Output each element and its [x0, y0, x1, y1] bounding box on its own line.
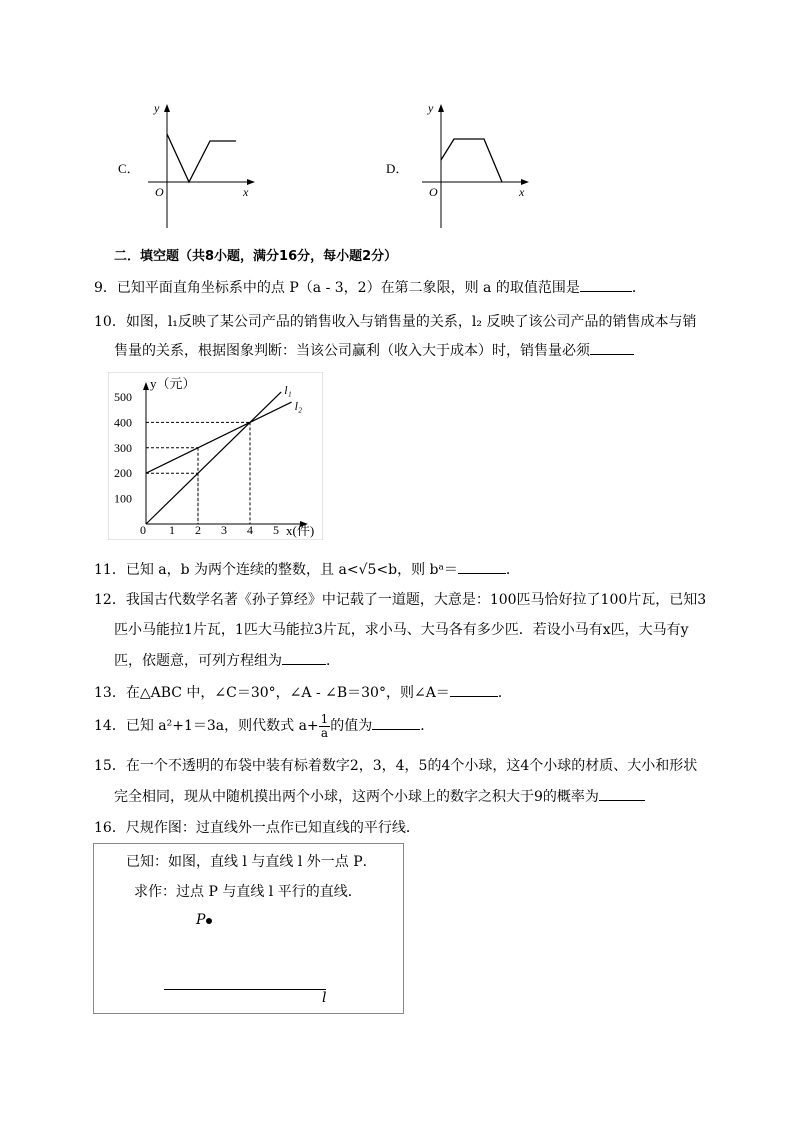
question-10-line2: 售量的关系，根据图象判断：当该公司赢利（收入大于成本）时，销售量必须 — [114, 340, 634, 361]
svg-text:y: y — [428, 101, 434, 115]
option-c-label: C． — [118, 161, 140, 176]
construction-box — [93, 843, 404, 1014]
y-tick-label: 200 — [114, 466, 132, 481]
answer-blank[interactable] — [450, 682, 498, 697]
question-15-line1: 15．在一个不透明的布袋中装有标着数字2，3，4，5的4个小球，这4个小球的材质、大小和形状 — [94, 758, 698, 774]
svg-text:x: x — [519, 185, 525, 199]
question-10-line1: 10．如图，l₁反映了某公司产品的销售收入与销售量的关系，l₂ 反映了该公司产品的销售成本与销 — [94, 314, 697, 330]
svg-text:x: x — [243, 185, 249, 199]
series-line-1 — [146, 392, 281, 524]
question-16-title: 16．尺规作图：过直线外一点作已知直线的平行线． — [94, 820, 420, 836]
answer-blank[interactable] — [590, 340, 634, 355]
section-heading: 二．填空题（共8小题，满分16分，每小题2分） — [114, 249, 398, 264]
origin-label: 0 — [140, 523, 146, 537]
question-14: 14．已知 a²+1＝3a，则代数式 a+ $\frac{1}{a}$ 的值为 ． — [94, 711, 435, 740]
question-12-line1: 12．我国古代数学名著《孙子算经》中记载了一道题，大意是：100匹马恰好拉了100片瓦，已知3 — [94, 592, 707, 608]
question-12-line3: 匹，依题意，可列方程组为 ． — [114, 650, 340, 671]
answer-blank[interactable] — [580, 277, 632, 292]
answer-blank[interactable] — [599, 786, 645, 801]
x-tick-label: 2 — [195, 523, 201, 537]
x-axis-label: x(件) — [286, 523, 315, 538]
question-11: 11．已知 a，b 为两个连续的整数，且 a<√5<b，则 bᵃ＝ ． — [94, 559, 520, 580]
option-d-label: D． — [386, 161, 409, 176]
y-tick-label: 500 — [114, 390, 132, 404]
x-tick-label: 5 — [273, 523, 279, 537]
graph-c — [110, 96, 270, 231]
point-p — [206, 918, 212, 924]
x-tick-label: 4 — [247, 523, 253, 537]
svg-text:O: O — [429, 185, 438, 199]
y-tick-label: 400 — [114, 415, 132, 430]
fraction: $\frac{1}{a}$ — [320, 711, 329, 740]
y-axis-label: y（元） — [150, 376, 196, 391]
find-text: 求作：过点 P 与直线 l 平行的直线． — [134, 884, 362, 900]
sales-chart — [108, 372, 323, 540]
question-12-line2: 匹小马能拉1片瓦，1匹大马能拉3片瓦，求小马、大马各有多少匹．若设小马有x匹，大马有y — [114, 622, 689, 638]
answer-blank[interactable] — [458, 559, 506, 574]
question-9: 9．已知平面直角坐标系中的点 P（a - 3，2）在第二象限，则 a 的取值范围是 ． — [94, 277, 646, 298]
given-text: 已知：如图，直线 l 与直线 l 外一点 P． — [126, 854, 377, 870]
series-label-2: l₂ — [294, 399, 303, 414]
svg-text:y: y — [154, 101, 160, 115]
x-tick-label: 3 — [221, 523, 227, 537]
y-tick-label: 100 — [114, 491, 132, 506]
question-13: 13．在△ABC 中，∠C＝30°，∠A - ∠B＝30°，则∠A＝ ． — [94, 682, 512, 703]
point-p-label: P — [196, 912, 206, 928]
line-l-label: l — [322, 990, 327, 1006]
line-l — [164, 989, 326, 990]
x-tick-label: 1 — [169, 523, 175, 537]
svg-text:O: O — [155, 185, 164, 199]
graph-d-curve — [441, 139, 502, 182]
answer-blank[interactable] — [282, 650, 326, 665]
y-tick-label: 300 — [114, 440, 132, 455]
question-15-line2: 完全相同，现从中随机摸出两个小球，这两个小球上的数字之积大于9的概率为 — [114, 786, 645, 807]
answer-blank[interactable] — [372, 715, 420, 730]
series-label-1: l₁ — [284, 382, 292, 397]
graph-c-curve — [167, 134, 236, 182]
series-line-2 — [146, 402, 292, 473]
graph-d — [384, 96, 544, 231]
